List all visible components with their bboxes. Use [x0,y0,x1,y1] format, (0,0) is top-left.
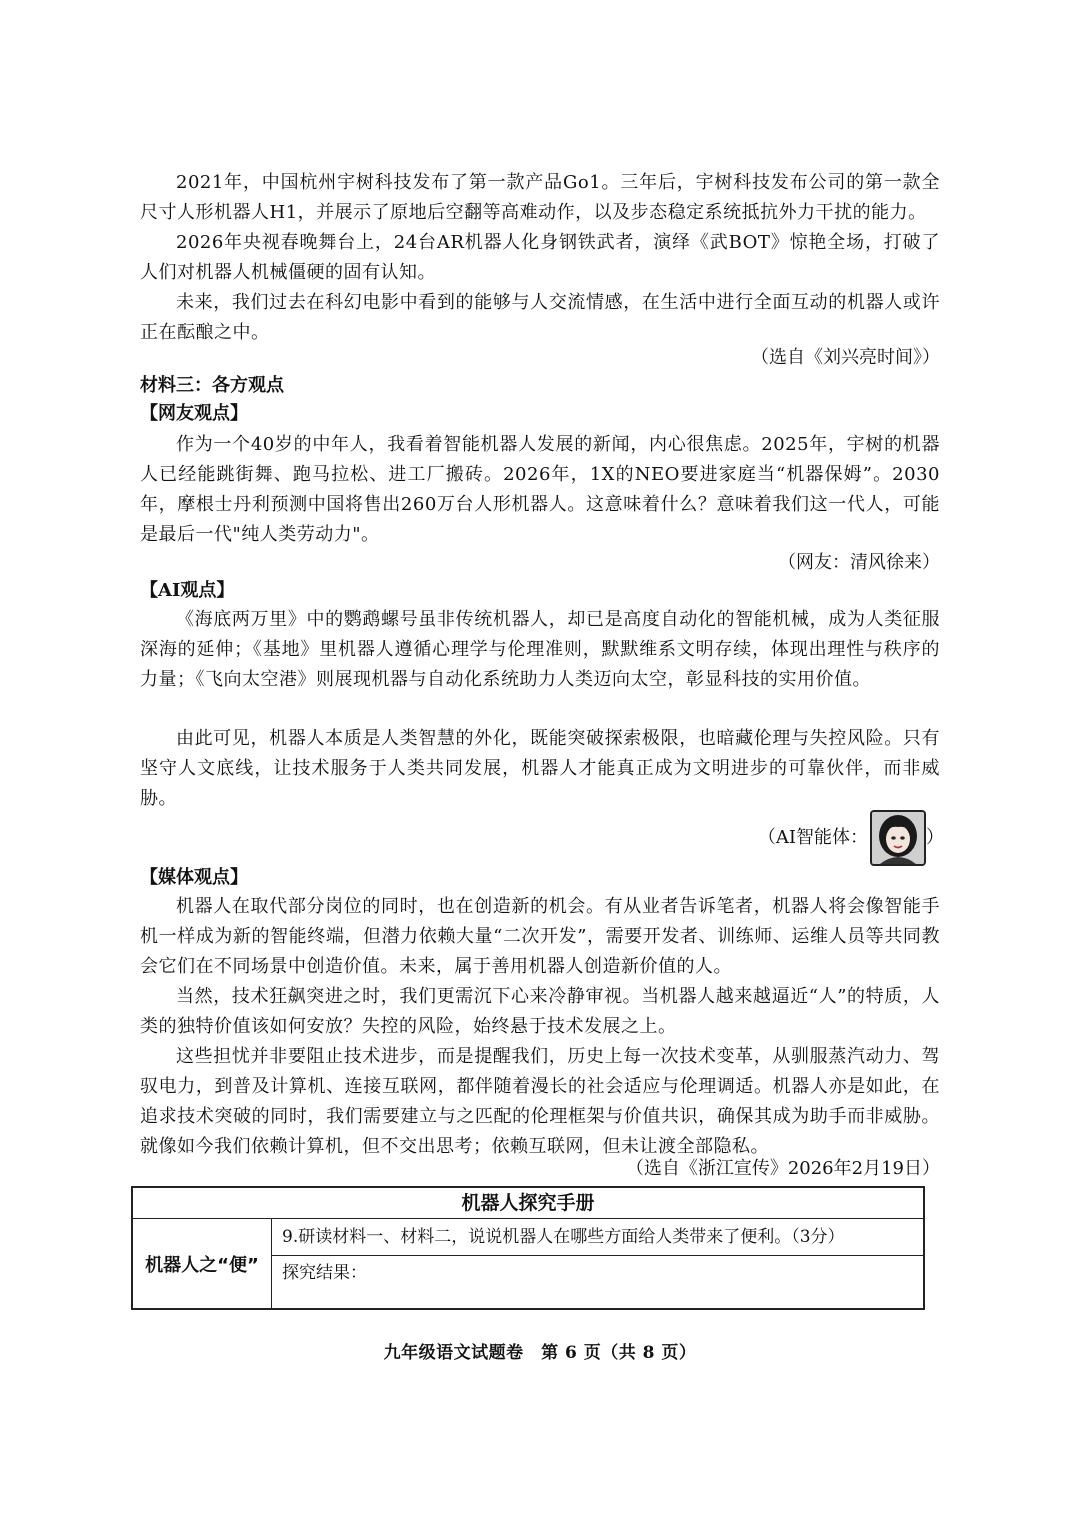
ai-paragraph-1: 《海底两万里》中的鹦鹉螺号虽非传统机器人，却已是高度自动化的智能机械，成为人类征服深海的延伸；《基地》里机器人遵循心理学与伦理准则，默默维系文明存续，体现出理性与秩序的力量；《飞向太空港》则展现机器与自动化系统助力人类迈向太空，彰显科技的实用价值。 [140,609,940,690]
handbook-row-label: 机器人之“便” [133,1219,272,1308]
question-9: 9.研读材料一、材料二，说说机器人在哪些方面给人类带来了便利。（3分） [272,1219,923,1256]
material2-source: （选自《刘兴亮时间》） [751,347,940,368]
handbook-title: 机器人探究手册 [133,1188,923,1219]
robot-handbook-table [131,1186,925,1310]
media-heading: 【媒体观点】 [140,867,248,888]
ai-source [758,810,944,866]
media-paragraph-2: 当然，技术狂飙突进之时，我们更需沉下心来冷静审视。当机器人越来越逼近“人”的特质，人类的独特价值该如何安放？失控的风险，始终悬于技术发展之上。 [140,986,940,1037]
ai-heading: 【AI观点】 [140,580,235,601]
material2-paragraph-3: 未来，我们过去在科幻电影中看到的能够与人交流情感，在生活中进行全面互动的机器人或许正在酝酿之中。 [140,292,940,343]
answer-field[interactable]: 探究结果： [282,1263,367,1283]
ai-source-prefix: （AI智能体： [757,827,868,848]
material3-title: 材料三：各方观点 [140,375,284,396]
media-paragraph-3: 这些担忧并非要阻止技术进步，而是提醒我们，历史上每一次技术变革，从驯服蒸汽动力、驾驭电力，到普及计算机、连接互联网，都伴随着漫长的社会适应与伦理调适。机器人亦是如此，在追求技术突破的同时，我们需要建立与之匹配的伦理框架与价值共识，确保其成为助手而非威胁。就像如今我们依赖计算机，但不交出思考；依赖互联网，但未让渡全部隐私。 [140,1046,940,1157]
ai-paragraph-2: 由此可见，机器人本质是人类智慧的外化，既能突破探索极限，也暗藏伦理与失控风险。只有坚守人文底线，让技术服务于人类共同发展，机器人才能真正成为文明进步的可靠伙伴，而非威胁。 [140,728,940,809]
handbook-row [133,1219,923,1308]
ai-source-suffix: ） [926,827,944,848]
netizen-source: （网友：清风徐来） [778,552,940,573]
material2-paragraph-2: 2026年央视春晚舞台上，24台AR机器人化身钢铁武者，演绎《武BOT》惊艳全场，打破了人们对机器人机械僵硬的固有认知。 [140,232,940,283]
media-paragraph-1: 机器人在取代部分岗位的同时，也在创造新的机会。有从业者告诉笔者，机器人将会像智能手机一样成为新的智能终端，但潜力依赖大量“二次开发”，需要开发者、训练师、运维人员等共同教会它们在不同场景中创造价值。未来，属于善用机器人创造新价值的人。 [140,896,940,977]
page-footer: 九年级语文试题卷 第 6 页（共 8 页） [383,1343,697,1363]
media-source: （选自《浙江宣传》2026年2月19日） [625,1158,940,1179]
material2-paragraph-1: 2021年，中国杭州宇树科技发布了第一款产品Go1。三年后，宇树科技发布公司的第一款全尺寸人形机器人H1，并展示了原地后空翻等高难动作，以及步态稳定系统抵抗外力干扰的能力。 [140,172,940,223]
netizen-heading: 【网友观点】 [140,403,248,424]
netizen-paragraph: 作为一个40岁的中年人，我看着智能机器人发展的新闻，内心很焦虑。2025年，宇树的机器人已经能跳街舞、跑马拉松、进工厂搬砖。2026年，1X的NEO要进家庭当“机器保姆”。2030年，摩根士丹利预测中国将售出260万台人形机器人。这意味着什么？意味着我们这一代人，可能是最后一代"纯人类劳动力"。 [140,434,940,545]
ai-avatar-icon [870,810,926,866]
